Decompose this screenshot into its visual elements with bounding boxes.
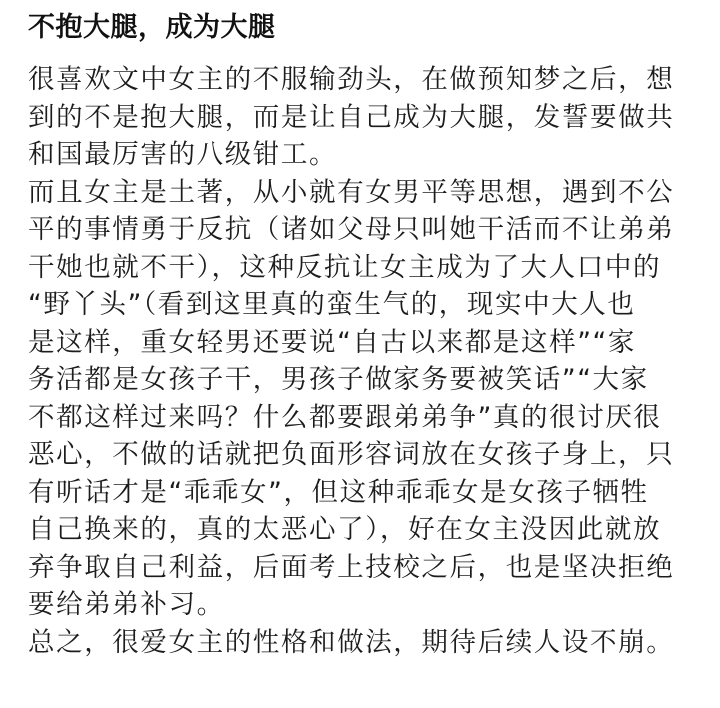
post-body-line: 弃争取自己利益，后面考上技校之后，也是坚决拒绝 <box>28 551 675 583</box>
post-body-line: “野丫头”（看到这里真的蛮生气的，现实中大人也 <box>28 289 636 320</box>
post-body-line: 和国最厉害的八级钳工。 <box>28 139 338 170</box>
post-body-line: 不都这样过来吗？什么都要跟弟弟争”真的很讨厌很 <box>28 401 662 433</box>
post-title: 不抱大腿，成为大腿 <box>28 12 276 43</box>
post-body <box>28 61 700 661</box>
post-body-line: 恶心，不做的话就把负面形容词放在女孩子身上，只 <box>28 439 675 470</box>
post-body-line: 自己换来的，真的太恶心了），好在女主没因此就放 <box>28 514 662 545</box>
post-body-line: 平的事情勇于反抗（诸如父母只叫她干活而不让弟弟 <box>28 214 675 245</box>
post-body-line: 干她也就不干），这种反抗让女主成为了大人口中的 <box>28 251 662 283</box>
post-body-line: 而且女主是土著，从小就有女男平等思想，遇到不公 <box>28 176 675 208</box>
post-body-line: 是这样，重女轻男还要说“自古以来都是这样”“家 <box>28 326 636 358</box>
post-body-line: 务活都是女孩子干，男孩子做家务要被笑话”“大家 <box>28 364 649 395</box>
post <box>28 0 700 661</box>
post-body-line: 要给弟弟补习。 <box>28 589 225 620</box>
post-body-line: 有听话才是“乖乖女”，但这种乖乖女是女孩子牺牲 <box>28 476 649 508</box>
post-body-line: 很喜欢文中女主的不服输劲头，在做预知梦之后，想 <box>28 64 675 95</box>
post-body-line: 到的不是抱大腿，而是让自己成为大腿，发誓要做共 <box>28 101 675 133</box>
post-body-line: 总之，很爱女主的性格和做法，期待后续人设不崩。 <box>28 626 675 658</box>
